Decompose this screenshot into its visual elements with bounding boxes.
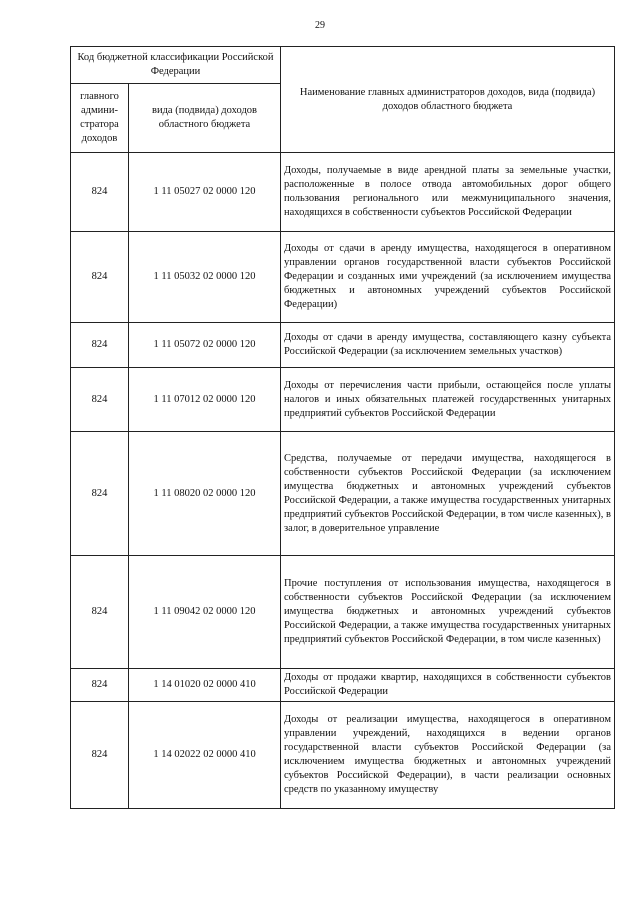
admin-code-cell: 824 [71, 153, 129, 232]
page-number: 29 [315, 20, 325, 31]
table-row [71, 432, 615, 556]
income-description-cell: Средства, получаемые от передачи имущества, находящегося в собственности субъектов Российской Федерации (за исключением имущества бюджетных и автономных учреждений субъектов Российской Федерации, а также имущества государственных унитарных предприятий субъектов Российской Федерации, в том числе казенных), в залог, в доверительное управление [281, 432, 615, 556]
income-code-cell: 1 11 09042 02 0000 120 [129, 556, 281, 669]
income-description-cell: Доходы, получаемые в виде арендной платы за земельные участки, расположенные в полосе отвода автомобильных дорог общего пользования регионального или межмуниципального значения, находящихся в собственности субъектов Российской Федерации [281, 153, 615, 232]
admin-code-cell: 824 [71, 368, 129, 432]
table-row [71, 153, 615, 232]
table-row [71, 323, 615, 368]
header-kind-col: вида (подвида) доходов областного бюджета [129, 84, 281, 153]
budget-classification-table [70, 46, 615, 809]
header-admin-col: главного админи-стратора доходов [71, 84, 129, 153]
income-description-cell: Доходы от продажи квартир, находящихся в собственности субъектов Российской Федерации [281, 669, 615, 702]
income-code-cell: 1 11 08020 02 0000 120 [129, 432, 281, 556]
income-description-cell: Доходы от реализации имущества, находящегося в оперативном управлении учреждений, находящихся в ведении органов государственной власти субъектов Российской Федерации (за исключением имущества бюджетных и автономных учреждений субъектов Российской Федерации), в части реализации основных средств по указанному имуществу [281, 702, 615, 809]
income-description-cell: Доходы от сдачи в аренду имущества, составляющего казну субъекта Российской Федерации (за исключением земельных участков) [281, 323, 615, 368]
table-row [71, 669, 615, 702]
table-row [71, 702, 615, 809]
admin-code-cell: 824 [71, 323, 129, 368]
income-code-cell: 1 11 07012 02 0000 120 [129, 368, 281, 432]
admin-code-cell: 824 [71, 702, 129, 809]
table-row [71, 368, 615, 432]
admin-code-cell: 824 [71, 432, 129, 556]
admin-code-cell: 824 [71, 556, 129, 669]
header-row-top [71, 47, 615, 84]
income-code-cell: 1 11 05072 02 0000 120 [129, 323, 281, 368]
header-name-col: Наименование главных администраторов доходов, вида (подвида) доходов областного бюджета [281, 47, 615, 153]
admin-code-cell: 824 [71, 232, 129, 323]
table-row [71, 556, 615, 669]
income-code-cell: 1 11 05032 02 0000 120 [129, 232, 281, 323]
table-row [71, 232, 615, 323]
header-code-group: Код бюджетной классификации Российской Федерации [71, 47, 281, 84]
income-description-cell: Доходы от перечисления части прибыли, остающейся после уплаты налогов и иных обязательных платежей государственных унитарных предприятий субъектов Российской Федерации [281, 368, 615, 432]
admin-code-cell: 824 [71, 669, 129, 702]
income-code-cell: 1 14 01020 02 0000 410 [129, 669, 281, 702]
income-description-cell: Прочие поступления от использования имущества, находящегося в собственности субъектов Российской Федерации (за исключением имущества бюджетных и автономных учреждений субъектов Российской Федерации, а также имущества государственных унитарных предприятий субъектов Российской Федерации, в том числе казенных) [281, 556, 615, 669]
income-description-cell: Доходы от сдачи в аренду имущества, находящегося в оперативном управлении органов государственной власти субъектов Российской Федерации и созданных ими учреждений (за исключением имущества бюджетных и автономных учреждений субъектов Российской Федерации) [281, 232, 615, 323]
income-code-cell: 1 11 05027 02 0000 120 [129, 153, 281, 232]
income-code-cell: 1 14 02022 02 0000 410 [129, 702, 281, 809]
